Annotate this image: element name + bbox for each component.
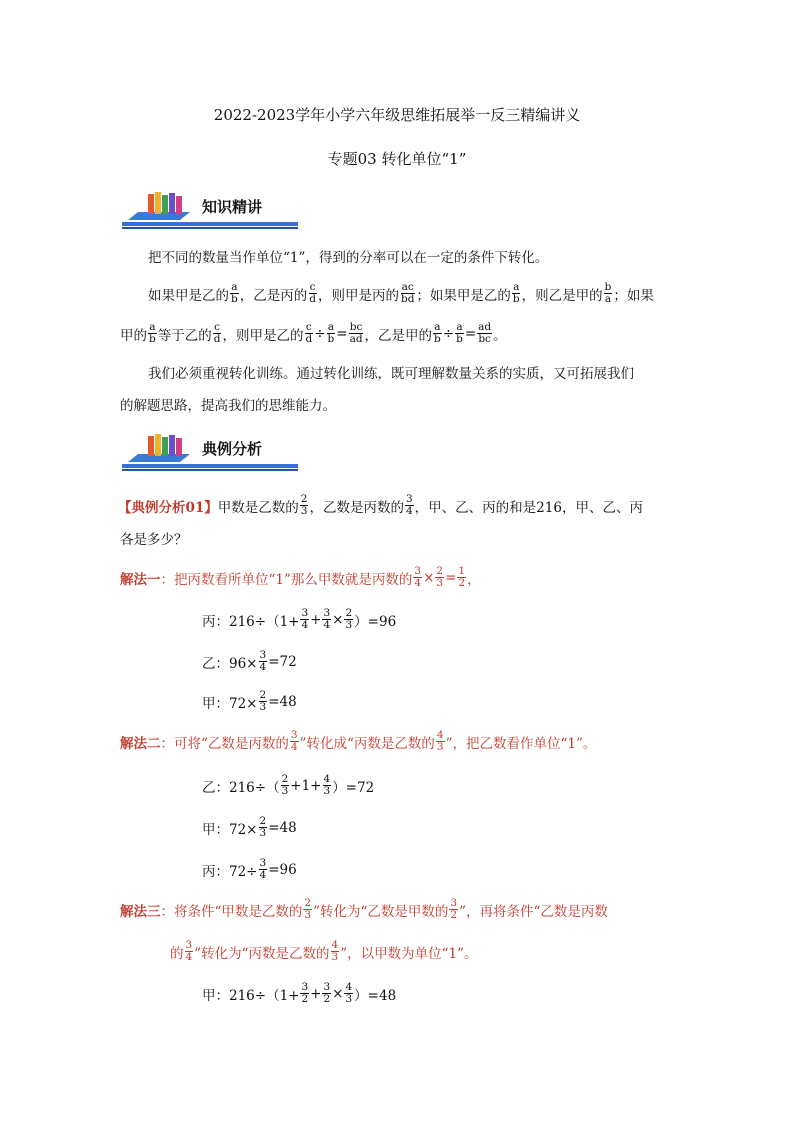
fraction: $\frac{3}{2}$: [301, 981, 309, 1005]
fraction: $\frac{3}{4}$: [405, 493, 413, 517]
fraction: $\frac{3}{2}$: [323, 981, 331, 1005]
knowledge-para-5: 的解题思路，提高我们的思维能力。: [120, 398, 336, 414]
fraction: $\frac{a}{b}$: [327, 321, 335, 345]
fraction: $\frac{ac}{bd}$: [400, 281, 415, 305]
fraction: $\frac{a}{b}$: [434, 321, 441, 345]
method-3-intro-line2: 的 $\frac{3}{4}$ ”转化为“丙数是乙数的 $\frac{4}{3}$ ”，以甲数为单位“1”。: [170, 939, 478, 963]
knowledge-para-3: 甲的 $\frac{a}{b}$ 等于乙的 $\frac{c}{d}$ ，则甲是乙的 $\frac{c}{d}$ ÷ $\frac{a}{b}$ = $\frac{bc}{ad}$ ，乙是甲的 $\frac{a}{b}$ ÷ $\frac{a}{b}$ = $\frac{ad}{bc}$ 。: [120, 321, 507, 345]
doc-title: 2022-2023学年小学六年级思维拓展举一反三精编讲义: [213, 106, 581, 124]
method-2-line-1: 乙：216÷（ $\frac{2}{3}$ +1+ $\frac{4}{3}$ ）=72: [202, 773, 375, 797]
fraction: $\frac{c}{d}$: [305, 321, 313, 345]
method-1-intro: 解法一 ：把丙数看所单位“1”那么甲数就是丙数的 $\frac{3}{4}$ × $\frac{2}{3}$ = $\frac{1}{2}$ ，: [120, 565, 481, 589]
section-title: 典例分析: [202, 440, 263, 458]
fraction: $\frac{3}{4}$: [185, 939, 193, 963]
fraction: $\frac{4}{3}$: [323, 773, 331, 797]
fraction: $\frac{a}{b}$: [456, 321, 463, 345]
method-1-line-3: 甲：72× $\frac{2}{3}$ =48: [202, 689, 297, 713]
fraction: $\frac{2}{3}$: [281, 773, 289, 797]
fraction: $\frac{4}{3}$: [331, 939, 339, 963]
fraction: $\frac{3}{2}$: [450, 897, 458, 921]
fraction: $\frac{bc}{ad}$: [349, 321, 363, 345]
example-question: 【典例分析01】 甲数是乙数的 $\frac{2}{3}$ ，乙数是丙数的 $\frac{3}{4}$ ，甲、乙、丙的和是216，甲、乙、丙: [118, 493, 643, 517]
method-2-line-3: 丙：72÷ $\frac{3}{4}$ =96: [202, 857, 297, 881]
knowledge-para-4: 我们必须重视转化训练。通过转化训练，既可理解数量关系的实质，又可拓展我们: [148, 366, 634, 382]
fraction: $\frac{3}{4}$: [259, 649, 267, 673]
fraction: $\frac{2}{3}$: [304, 897, 312, 921]
example-question-line2: 各是多少？: [120, 532, 188, 548]
fraction: $\frac{a}{b}$: [149, 321, 156, 345]
fraction: $\frac{2}{3}$: [436, 565, 444, 589]
section-banner-knowledge: [120, 190, 300, 240]
knowledge-para-2: 如果甲是乙的 $\frac{a}{b}$ ，乙是丙的 $\frac{c}{d}$ ，则甲是丙的 $\frac{ac}{bd}$ ；如果甲是乙的 $\frac{a}{b}$ ，则乙是甲的 $\frac{b}{a}$ ；如果: [148, 281, 654, 305]
method-1-line-1: 丙：216÷（1+ $\frac{3}{4}$ + $\frac{3}{4}$ × $\frac{2}{3}$ ）=96: [202, 607, 397, 631]
method-1-line-2: 乙：96× $\frac{3}{4}$ =72: [202, 649, 297, 673]
fraction: $\frac{b}{a}$: [604, 281, 612, 305]
fraction: $\frac{2}{3}$: [259, 815, 267, 839]
doc-subtitle: 专题03 转化单位“1”: [327, 150, 467, 168]
fraction: $\frac{ad}{bc}$: [478, 321, 492, 345]
section-banner-example: [120, 432, 300, 482]
method-3-intro: 解法三 ：将条件“甲数是乙数的 $\frac{2}{3}$ ”转化为“乙数是甲数的 $\frac{3}{2}$ ”，再将条件“乙数是丙数: [120, 897, 608, 921]
method-3-line-1: 甲：216÷（1+ $\frac{3}{2}$ + $\frac{3}{2}$ × $\frac{4}{3}$ ）=48: [202, 981, 397, 1005]
fraction: $\frac{1}{2}$: [458, 565, 466, 589]
fraction: $\frac{a}{b}$: [231, 281, 238, 305]
method-2-intro: 解法二 ：可将“乙数是丙数的 $\frac{3}{4}$ ”转化成“丙数是乙数的 $\frac{4}{3}$ ”，把乙数看作单位“1”。: [120, 729, 597, 753]
section-title: 知识精讲: [202, 198, 263, 216]
knowledge-para-1: 把不同的数量当作单位“1”，得到的分率可以在一定的条件下转化。: [148, 250, 549, 266]
fraction: $\frac{3}{4}$: [301, 607, 309, 631]
fraction: $\frac{3}{4}$: [414, 565, 422, 589]
fraction: $\frac{3}{4}$: [259, 857, 267, 881]
example-tag: 【典例分析01】: [118, 499, 218, 516]
fraction: $\frac{4}{3}$: [345, 981, 353, 1005]
fraction: $\frac{2}{3}$: [300, 493, 308, 517]
fraction: $\frac{2}{3}$: [345, 607, 353, 631]
fraction: $\frac{4}{3}$: [436, 729, 444, 753]
fraction: $\frac{a}{b}$: [512, 281, 520, 305]
method-2-line-2: 甲：72× $\frac{2}{3}$ =48: [202, 815, 297, 839]
fraction: $\frac{c}{d}$: [309, 281, 316, 305]
fraction: $\frac{c}{d}$: [213, 321, 221, 345]
fraction: $\frac{3}{4}$: [323, 607, 331, 631]
fraction: $\frac{3}{4}$: [290, 729, 298, 753]
fraction: $\frac{2}{3}$: [259, 689, 267, 713]
